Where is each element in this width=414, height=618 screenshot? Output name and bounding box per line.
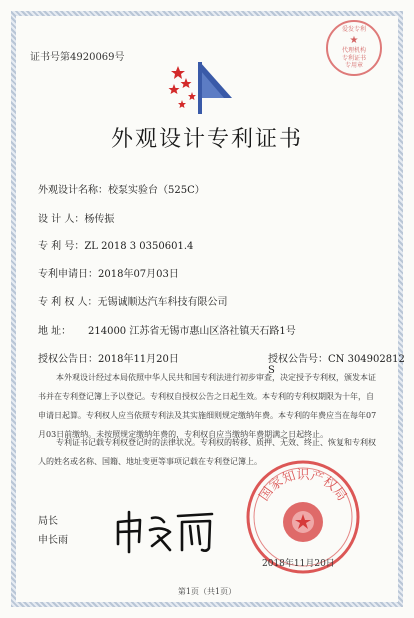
- patentee-value: 无锡诚顺达汽车科技有限公司: [97, 297, 228, 308]
- address-label: 地 址：: [38, 326, 72, 337]
- filing-date-label: 专利申请日：: [38, 269, 98, 280]
- address-value: 214000 江苏省无锡市惠山区洛社镇天石路1号: [88, 326, 296, 337]
- seal-line: 爱发专利: [341, 25, 366, 33]
- patent-number-label: 专 利 号：: [38, 241, 85, 252]
- patent-number-row: [38, 237, 193, 252]
- patent-number-value: ZL 2018 3 0350601.4: [84, 241, 194, 252]
- designer-row: [38, 210, 114, 225]
- director-block: [38, 512, 68, 550]
- seal-line: 专用章: [344, 62, 363, 70]
- designer-label: 设 计 人：: [38, 214, 85, 225]
- page-title: 外观设计专利证书: [110, 127, 303, 152]
- grant-date-row: [38, 350, 179, 365]
- design-name-label: 外观设计名称：: [38, 185, 108, 196]
- patentee-label: 专 利 权 人：: [38, 297, 98, 308]
- legal-paragraph-1: 本外观设计经过本局依照中华人民共和国专利法进行初步审查，决定授予专利权，颁发本证书并在专利登记簿上予以登记。专利权自授权公告之日起生效。本专利的专利权期限为十年，自申请日起算。专利权人应当依照专利法及其实施细则规定缴纳年费。本专利的年费应当在每年07月03日前缴纳。未按照规定缴纳年费的，专利权自应当缴纳年费期满之日起终止。: [38, 373, 377, 439]
- director-name: 申长雨: [38, 535, 68, 546]
- certificate-number: 证书号第4920069号: [30, 52, 125, 63]
- grant-number-value: CN 304902812 S: [268, 354, 405, 376]
- director-signature: [112, 508, 220, 554]
- cnipa-logo-icon: [164, 58, 244, 118]
- address-row: [38, 322, 296, 337]
- grant-number-label: 授权公告号：: [268, 354, 328, 365]
- agency-seal: [326, 20, 382, 76]
- filing-date-value: 2018年07月03日: [98, 269, 179, 280]
- design-name-value: 校泵实验台（525C）: [108, 185, 205, 196]
- seal-line: 专利证书: [341, 54, 366, 62]
- design-name-row: [38, 181, 205, 196]
- designer-value: 杨传振: [84, 214, 115, 225]
- seal-text: 国家知识产权局: [256, 468, 350, 504]
- grant-date-label: 授权公告日：: [38, 354, 98, 365]
- director-title: 局长: [38, 516, 58, 527]
- page-number: 第1页（共1页）: [177, 587, 237, 596]
- legal-paragraph-2: 专利证书记载专利权登记时的法律状况。专利权的转移、质押、无效、终止、恢复和专利权人的姓名或名称、国籍、地址变更等事项记载在专利登记簿上。: [38, 438, 376, 466]
- star-icon: ★: [349, 34, 359, 46]
- seal-date: 2018年11月20日: [262, 559, 335, 569]
- patentee-row: [38, 293, 228, 308]
- filing-date-row: [38, 265, 179, 280]
- grant-date-value: 2018年11月20日: [98, 354, 179, 365]
- seal-line: 代理机构: [341, 46, 366, 54]
